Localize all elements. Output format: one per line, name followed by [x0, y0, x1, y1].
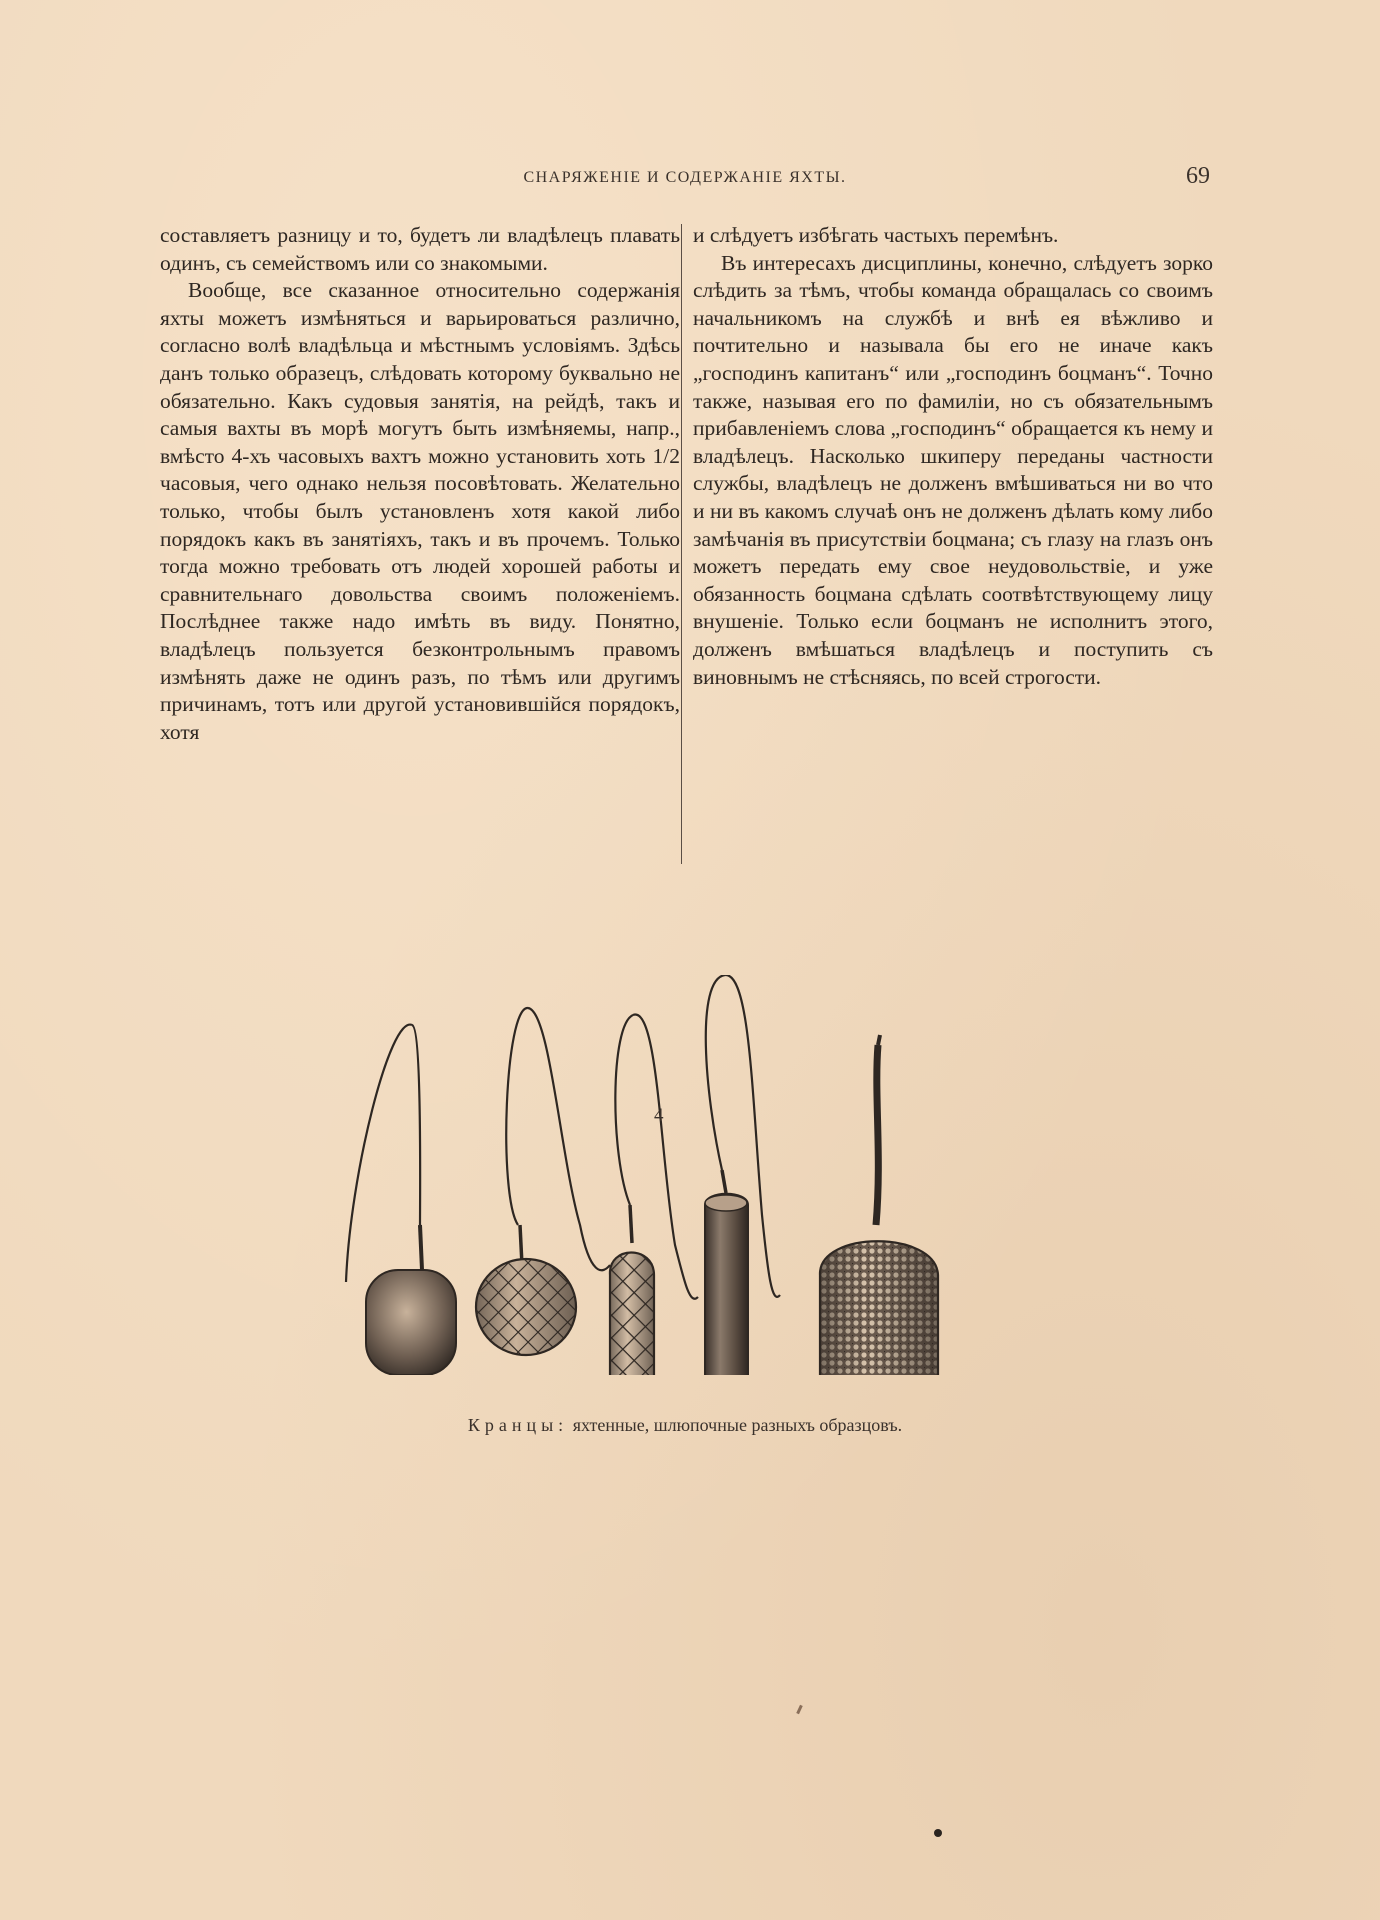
caption-lead: Кранцы:: [467, 1415, 569, 1435]
fenders-illustration: [340, 975, 1040, 1375]
fender-4-wooden-roll: [705, 975, 780, 1375]
fender-2-netted-ball: [476, 1008, 610, 1355]
fender-3-netted-cylinder: [610, 1015, 698, 1375]
left-paragraph-2: Вообще, все сказанное относительно содержанія яхты можетъ измѣняться и варьироваться различно, согласно волѣ владѣльца и мѣстнымъ условіямъ. Здѣсь данъ только образецъ, слѣдовать которому буквально не обязательно. Какъ судовыя занятія, на рейдѣ, такъ и самыя вахты въ морѣ могутъ быть измѣняемы, напр., вмѣсто 4-хъ часовыхъ вахтъ можно установить хоть 1/2 часовыя, чего однако нельзя посовѣтовать. Желательно только, чтобы былъ установленъ хотя какой либо порядокъ какъ въ занятіяхъ, такъ и въ прочемъ. Только тогда можно требовать отъ людей хорошей работы и сравнительнаго довольства своимъ положеніемъ. Послѣднее также надо имѣть въ виду. Понятно, владѣлецъ пользуется безконтрольнымъ правомъ измѣнять даже не одинъ разъ, по тѣмъ или другимъ причинамъ, тотъ или другой установившійся порядокъ, хотя: [160, 278, 680, 744]
figure-caption: [160, 1415, 1210, 1436]
fender-1-ball: [346, 1025, 456, 1375]
right-paragraph-2: Въ интересахъ дисциплины, конечно, слѣдуетъ зорко слѣдить за тѣмъ, чтобы команда обращалась со своимъ начальникомъ на службѣ и внѣ ея вѣжливо и почтительно и называла бы его не иначе какъ „господинъ капитанъ“ или „господинъ боцманъ“. Точно также, называя его по фамиліи, но съ обязательнымъ прибавленіемъ слова „господинъ“ обращается къ нему и владѣлецъ. Насколько шкиперу переданы частности службы, владѣлецъ не долженъ вмѣшиваться ни во что и ни въ какомъ случаѣ онъ не долженъ дѣлать кому либо замѣчанія въ присутствіи боцмана; съ глазу на глазъ онъ можетъ передать ему свое неудовольствіе, и уже обязанность боцмана сдѣлать соотвѣтствующему лицу внушеніе. Только если боцманъ не исполнитъ этого, долженъ вмѣшаться владѣлецъ и поступить съ виновнымъ не стѣсняясь, по всей строгости.: [693, 250, 1213, 689]
fenders-drawing: [340, 975, 1040, 1375]
text-columns: [160, 222, 1213, 862]
figure-number-label: 4: [654, 1105, 664, 1126]
page-number: 69: [1186, 163, 1210, 189]
scan-speck: [796, 1705, 803, 1714]
scan-dot: [934, 1829, 942, 1837]
running-head: [160, 165, 1210, 195]
left-paragraph-1: составляетъ разницу и то, будетъ ли владѣлецъ плавать одинъ, съ семействомъ или со знакомыми.: [160, 223, 680, 275]
right-paragraph-1: и слѣдуетъ избѣгать частыхъ перемѣнъ.: [693, 223, 1059, 247]
right-column: [693, 222, 1213, 691]
left-column: [160, 222, 680, 746]
caption-text: яхтенные, шлюпочные разныхъ образцовъ.: [568, 1415, 903, 1435]
column-divider: [681, 224, 682, 864]
fender-5-knitted: [820, 1035, 938, 1375]
running-title: СНАРЯЖЕНІЕ И СОДЕРЖАНІЕ ЯХТЫ.: [523, 169, 847, 186]
